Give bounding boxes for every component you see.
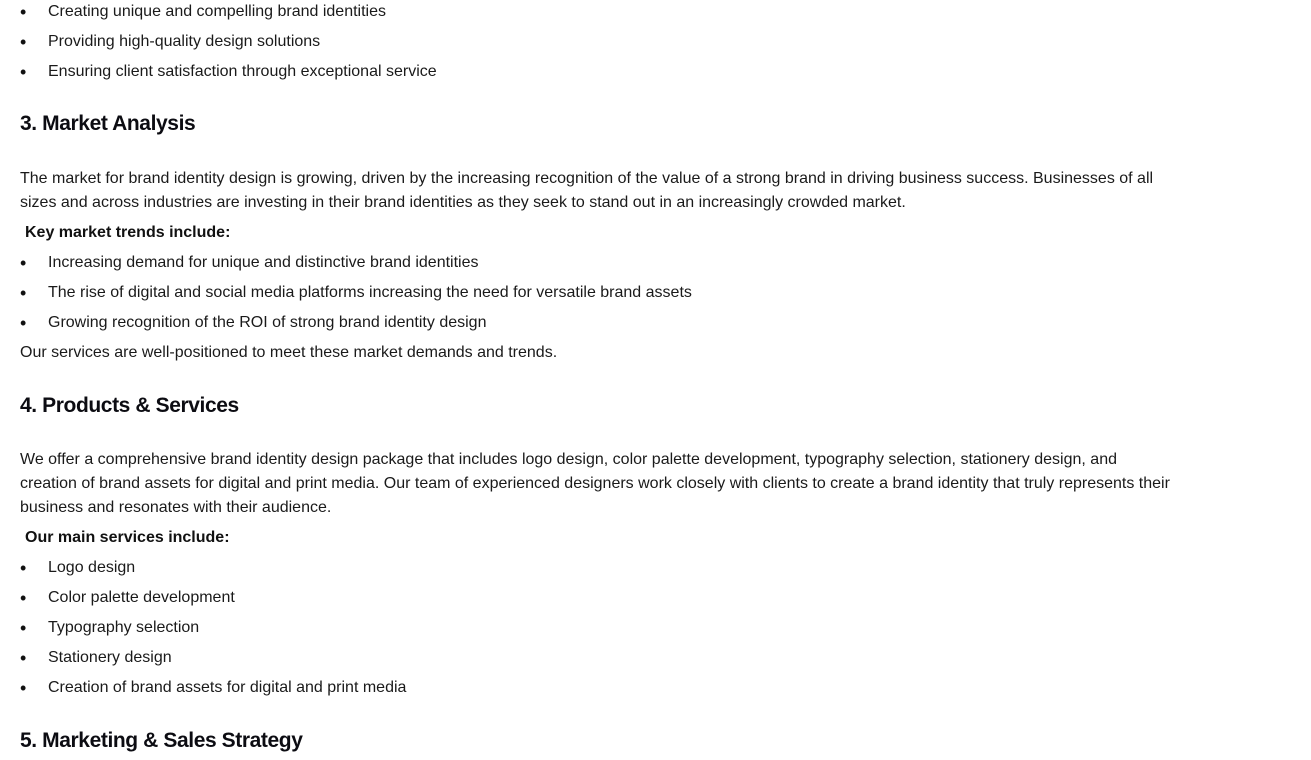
list-item bbox=[20, 248, 1200, 278]
list-item bbox=[20, 583, 1200, 613]
key-market-trends-label: Key market trends include: bbox=[25, 224, 231, 241]
main-services-label: Our main services include: bbox=[25, 529, 230, 546]
list-item-text: Creating unique and compelling brand identities bbox=[48, 3, 386, 20]
bullet-dot-icon: • bbox=[20, 558, 27, 578]
list-item-text: Providing high-quality design solutions bbox=[48, 33, 321, 50]
bullet-dot-icon: • bbox=[20, 313, 27, 333]
bullet-dot-icon: • bbox=[20, 678, 27, 698]
list-item bbox=[20, 57, 1200, 87]
list-item bbox=[20, 553, 1200, 583]
list-item-text: Logo design bbox=[48, 559, 136, 576]
list-item-text: Increasing demand for unique and distinctive brand identities bbox=[48, 254, 479, 271]
bullet-dot-icon: • bbox=[20, 283, 27, 303]
list-item-text: Creation of brand assets for digital and print media bbox=[48, 679, 407, 696]
list-item-text: Typography selection bbox=[48, 619, 200, 636]
market-analysis-paragraph: The market for brand identity design is growing, driven by the increasing recognition of the value of a strong brand in driving business success. Businesses of all sizes and across industries are investing in their brand identities as they seek to stand out in an increasingly crowded market. bbox=[20, 170, 1154, 211]
bullet-dot-icon: • bbox=[20, 648, 27, 668]
section-heading-products-services: 4. Products & Services bbox=[20, 394, 239, 417]
section-heading-marketing-sales: 5. Marketing & Sales Strategy bbox=[20, 729, 303, 752]
bullet-dot-icon: • bbox=[20, 588, 27, 608]
bullet-dot-icon: • bbox=[20, 2, 27, 22]
list-item bbox=[20, 278, 1200, 308]
list-item bbox=[20, 643, 1200, 673]
bullet-dot-icon: • bbox=[20, 253, 27, 273]
list-item bbox=[20, 613, 1200, 643]
list-item bbox=[20, 0, 1200, 27]
market-analysis-closing: Our services are well-positioned to meet these market demands and trends. bbox=[20, 344, 558, 361]
list-item bbox=[20, 27, 1200, 57]
bullet-dot-icon: • bbox=[20, 618, 27, 638]
list-item bbox=[20, 308, 1200, 338]
list-item bbox=[20, 673, 1200, 703]
products-services-paragraph: We offer a comprehensive brand identity design package that includes logo design, color palette development, typography selection, stationery design, and creation of brand assets for digital and print media. Our team of experienced designers work closely with clients to create a brand identity that truly represents their business and resonates with their audience. bbox=[20, 451, 1170, 516]
list-item-text: Growing recognition of the ROI of strong brand identity design bbox=[48, 314, 487, 331]
list-item-text: Ensuring client satisfaction through exceptional service bbox=[48, 63, 437, 80]
list-item-text: Color palette development bbox=[48, 589, 235, 606]
bullet-dot-icon: • bbox=[20, 32, 27, 52]
list-item-text: Stationery design bbox=[48, 649, 172, 666]
bullet-dot-icon: • bbox=[20, 62, 27, 82]
list-item-text: The rise of digital and social media platforms increasing the need for versatile brand assets bbox=[48, 284, 692, 301]
section-heading-market-analysis: 3. Market Analysis bbox=[20, 112, 196, 135]
